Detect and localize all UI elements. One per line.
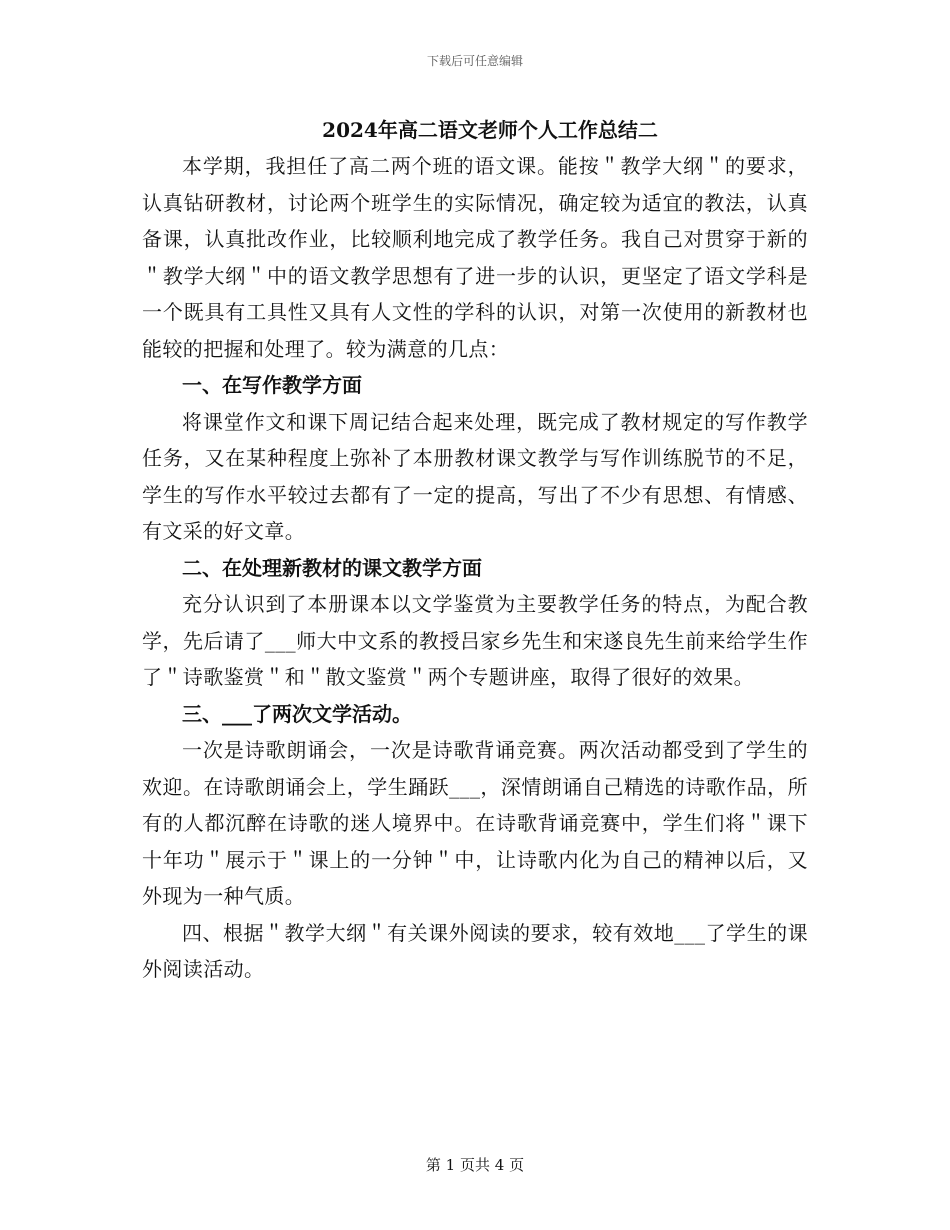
section-1-heading: 一、在写作教学方面 (182, 373, 362, 397)
document-title: 2024年高二语文老师个人工作总结二 (322, 118, 658, 142)
section-2-paragraph: 充分认识到了本册课本以文学鉴赏为主要教学任务的特点，为配合教学，先后请了___师大中文系的教授吕家乡先生和宋遂良先生前来给学生作了＂诗歌鉴赏＂和＂散文鉴赏＂两个专题讲座，取得了很好的效果。 (142, 592, 808, 689)
intro-paragraph: 本学期，我担任了高二两个班的语文课。能按＂教学大纲＂的要求，认真钻研教材，讨论两个班学生的实际情况，确定较为适宜的教法，认真备课，认真批改作业，比较顺利地完成了教学任务。我自己对贯穿于新的＂教学大纲＂中的语文教学思想有了进一步的认识，更坚定了语文学科是一个既具有工具性又具有人文性的学科的认识，对第一次使用的新教材也能较的把握和处理了。较为满意的几点： (142, 154, 808, 361)
section-2-heading: 二、在处理新教材的课文教学方面 (182, 555, 482, 580)
page-number-footer: 第 1 页共 4 页 (425, 1156, 525, 1174)
header-note: 下载后可任意编辑 (426, 54, 523, 68)
document-body (142, 112, 808, 988)
section-1-paragraph: 将课堂作文和课下周记结合起来处理，既完成了教材规定的写作教学任务，又在某种程度上弥补了本册教材课文教学与写作训练脱节的不足，学生的写作水平较过去都有了一定的提高，写出了不少有思想、有情感、有文采的好文章。 (142, 409, 808, 543)
section-3-heading: 三、___了两次文学活动。 (182, 701, 412, 726)
section-4-paragraph: 四、根据＂教学大纲＂有关课外阅读的要求，较有效地___了学生的课外阅读活动。 (142, 920, 808, 981)
section-3-paragraph: 一次是诗歌朗诵会，一次是诗歌背诵竞赛。两次活动都受到了学生的欢迎。在诗歌朗诵会上，学生踊跃___，深情朗诵自己精选的诗歌作品，所有的人都沉醉在诗歌的迷人境界中。在诗歌背诵竞赛中，学生们将＂课下十年功＂展示于＂课上的一分钟＂中，让诗歌内化为自己的精神以后，又外现为一种气质。 (142, 738, 808, 908)
